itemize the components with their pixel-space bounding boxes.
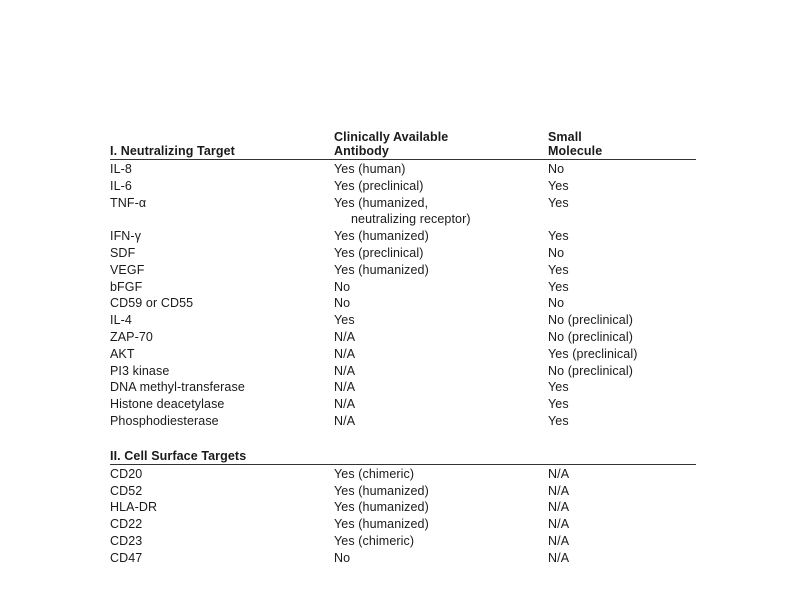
antibody-cell <box>334 295 548 312</box>
small-molecule-cell: No <box>548 162 565 176</box>
antibody-text: Yes (humanized) <box>334 517 429 532</box>
antibody-text: N/A <box>334 380 356 395</box>
antibody-text: Yes (humanized, <box>334 195 429 210</box>
antibody-cell <box>334 228 548 245</box>
target-cell: TNF-α <box>110 195 147 210</box>
table-row <box>110 413 696 430</box>
small-molecule-cell: Yes <box>548 178 569 193</box>
small-molecule-cell: No (preclinical) <box>548 363 633 378</box>
antibody-cell <box>334 161 548 178</box>
target-cell: CD52 <box>110 483 143 498</box>
target-cell: CD22 <box>110 517 143 532</box>
table-row <box>110 396 696 413</box>
antibody-cell <box>334 396 548 413</box>
antibody-text: Yes (chimeric) <box>334 533 415 548</box>
target-cell: IFN-γ <box>110 229 142 244</box>
antibody-text: No <box>334 550 351 565</box>
small-molecule-cell: N/A <box>548 466 570 481</box>
section2-header <box>110 449 696 465</box>
antibody-header-line2: Antibody <box>334 143 389 158</box>
target-cell: HLA-DR <box>110 500 158 515</box>
antibody-text: No <box>334 279 351 294</box>
small-molecule-cell: Yes <box>548 229 569 244</box>
small-molecule-header-line2: Molecule <box>548 143 603 158</box>
table-row <box>110 245 696 262</box>
section2-body <box>110 466 696 567</box>
small-molecule-cell: Yes <box>548 195 569 210</box>
table-row <box>110 312 696 329</box>
antibody-cell <box>334 413 548 430</box>
small-molecule-column-header <box>548 131 696 158</box>
antibody-text: N/A <box>334 329 356 344</box>
small-molecule-cell: No <box>548 245 565 260</box>
table-row <box>110 533 696 550</box>
section1-body <box>110 161 696 430</box>
target-cell: CD47 <box>110 550 143 565</box>
table-row <box>110 161 696 178</box>
antibody-text: Yes (preclinical) <box>334 245 424 260</box>
antibody-cell <box>334 346 548 363</box>
target-cell: AKT <box>110 346 135 361</box>
table-row <box>110 499 696 516</box>
antibody-cell <box>334 379 548 396</box>
small-molecule-header-line1: Small <box>548 130 582 144</box>
small-molecule-cell: Yes (preclinical) <box>548 346 638 361</box>
antibody-cell <box>334 262 548 279</box>
table-row <box>110 178 696 195</box>
small-molecule-cell: N/A <box>548 517 570 532</box>
target-cell: PI3 kinase <box>110 363 170 378</box>
small-molecule-cell: No (preclinical) <box>548 313 633 328</box>
therapeutic-targets-table <box>110 130 696 567</box>
table-row <box>110 483 696 500</box>
table-row <box>110 195 696 229</box>
antibody-text: Yes (preclinical) <box>334 178 424 193</box>
small-molecule-cell: No <box>548 296 565 311</box>
table-row <box>110 379 696 396</box>
antibody-cell <box>334 363 548 380</box>
target-cell: CD59 or CD55 <box>110 296 194 311</box>
antibody-cell <box>334 550 548 567</box>
antibody-header-line1: Clinically Available <box>334 130 449 144</box>
table-row <box>110 516 696 533</box>
section1-title: I. Neutralizing Target <box>110 143 235 158</box>
antibody-cell <box>334 178 548 195</box>
antibody-cell <box>334 499 548 516</box>
target-cell: CD20 <box>110 466 143 481</box>
antibody-text: N/A <box>334 346 356 361</box>
antibody-cell <box>334 329 548 346</box>
small-molecule-cell: Yes <box>548 397 569 412</box>
table-row <box>110 329 696 346</box>
section-spacer <box>110 430 696 449</box>
antibody-text: Yes (humanized) <box>334 500 429 515</box>
small-molecule-cell: No (preclinical) <box>548 329 633 344</box>
target-cell: Histone deacetylase <box>110 397 225 412</box>
antibody-cell <box>334 483 548 500</box>
antibody-cell <box>334 279 548 296</box>
target-cell: Phosphodiesterase <box>110 413 219 428</box>
table-row <box>110 550 696 567</box>
antibody-text: N/A <box>334 413 356 428</box>
antibody-cell <box>334 245 548 262</box>
antibody-text: Yes (chimeric) <box>334 466 415 481</box>
table-header <box>110 130 696 160</box>
antibody-cell <box>334 466 548 483</box>
antibody-text: Yes (humanized) <box>334 483 429 498</box>
small-molecule-cell: Yes <box>548 380 569 395</box>
antibody-cell <box>334 533 548 550</box>
target-cell: CD23 <box>110 533 143 548</box>
target-cell: SDF <box>110 245 136 260</box>
table-row <box>110 466 696 483</box>
target-cell: IL-8 <box>110 162 132 176</box>
antibody-text: Yes <box>334 313 355 328</box>
small-molecule-cell: N/A <box>548 500 570 515</box>
antibody-text-continued: neutralizing receptor) <box>351 212 471 227</box>
antibody-text: No <box>334 296 351 311</box>
target-cell: DNA methyl-transferase <box>110 380 245 395</box>
small-molecule-cell: N/A <box>548 483 570 498</box>
table-row <box>110 346 696 363</box>
target-cell: VEGF <box>110 262 145 277</box>
small-molecule-cell: Yes <box>548 413 569 428</box>
antibody-text: Yes (humanized) <box>334 262 429 277</box>
antibody-text: N/A <box>334 397 356 412</box>
table-row <box>110 363 696 380</box>
table-row <box>110 262 696 279</box>
small-molecule-cell: Yes <box>548 262 569 277</box>
antibody-cell <box>334 312 548 329</box>
table-row <box>110 279 696 296</box>
small-molecule-cell: N/A <box>548 533 570 548</box>
antibody-text: N/A <box>334 363 356 378</box>
small-molecule-cell: Yes <box>548 279 569 294</box>
antibody-cell <box>334 195 548 229</box>
target-cell: IL-4 <box>110 313 132 328</box>
antibody-cell <box>334 516 548 533</box>
table-row <box>110 228 696 245</box>
antibody-column-header <box>334 131 548 158</box>
target-cell: IL-6 <box>110 178 132 193</box>
table-row <box>110 295 696 312</box>
target-cell: bFGF <box>110 279 143 294</box>
small-molecule-cell: N/A <box>548 550 570 565</box>
section2-title: II. Cell Surface Targets <box>110 448 247 463</box>
antibody-text: Yes (human) <box>334 162 406 176</box>
target-cell: ZAP-70 <box>110 329 153 344</box>
antibody-text: Yes (humanized) <box>334 229 429 244</box>
